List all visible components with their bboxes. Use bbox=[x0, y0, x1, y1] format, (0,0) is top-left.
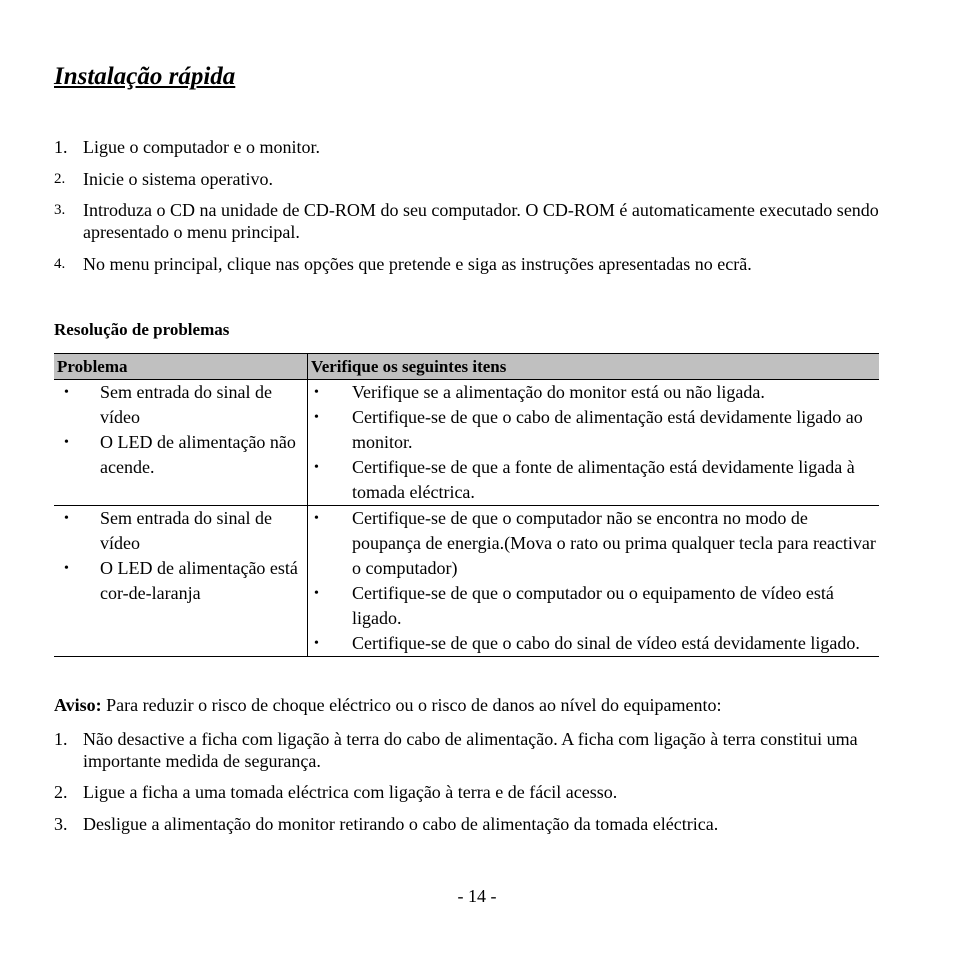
bullet-icon: • bbox=[314, 636, 319, 651]
check-cell bbox=[308, 380, 880, 506]
install-step bbox=[54, 168, 884, 190]
warning-text: Para reduzir o risco de choque eléctrico ou o risco de danos ao nível do equipamento: bbox=[106, 695, 722, 715]
warning-paragraph bbox=[54, 694, 721, 716]
list-item bbox=[308, 631, 879, 656]
bullet-icon: • bbox=[64, 385, 69, 400]
list-item bbox=[308, 455, 879, 505]
warning-item-text: Não desactive a ficha com ligação à terra do cabo de alimentação. A ficha com ligação à terra constitui uma importante medida de segurança. bbox=[83, 729, 858, 771]
list-item bbox=[54, 506, 307, 556]
list-item bbox=[308, 405, 879, 455]
check-text: Certifique-se de que a fonte de alimentação está devidamente ligada à tomada eléctrica. bbox=[352, 457, 855, 502]
problem-text: Sem entrada do sinal de vídeo bbox=[100, 382, 272, 427]
list-item bbox=[308, 581, 879, 631]
bullet-icon: • bbox=[64, 561, 69, 576]
step-number: 3. bbox=[54, 202, 66, 218]
install-step bbox=[54, 199, 884, 243]
warning-label: Aviso: bbox=[54, 695, 102, 715]
warning-item-number: 1. bbox=[54, 729, 68, 749]
step-number: 1. bbox=[54, 137, 68, 157]
check-text: Verifique se a alimentação do monitor está ou não ligada. bbox=[352, 382, 765, 402]
list-item bbox=[308, 506, 879, 581]
install-step bbox=[54, 136, 884, 158]
step-text: Inicie o sistema operativo. bbox=[83, 169, 273, 189]
page-title: Instalação rápida bbox=[54, 63, 236, 90]
warning-item bbox=[54, 813, 884, 835]
bullet-icon: • bbox=[314, 586, 319, 601]
warning-item-number: 3. bbox=[54, 814, 68, 834]
install-step bbox=[54, 253, 884, 275]
bullet-icon: • bbox=[314, 511, 319, 526]
step-text: No menu principal, clique nas opções que pretende e siga as instruções apresentadas no ecrã. bbox=[83, 254, 752, 274]
table-row bbox=[54, 506, 879, 657]
problem-cell bbox=[54, 506, 308, 657]
bullet-icon: • bbox=[314, 385, 319, 400]
table-header-row bbox=[54, 354, 879, 380]
step-number: 2. bbox=[54, 171, 66, 187]
troubleshooting-table bbox=[54, 353, 879, 657]
problem-cell bbox=[54, 380, 308, 506]
column-header-check: Verifique os seguintes itens bbox=[308, 354, 880, 380]
bullet-icon: • bbox=[314, 410, 319, 425]
check-text: Certifique-se de que o computador não se encontra no modo de poupança de energia.(Mova o rato ou prima qualquer tecla para reactivar o computador) bbox=[352, 508, 876, 578]
list-item bbox=[54, 556, 307, 606]
check-text: Certifique-se de que o cabo de alimentação está devidamente ligado ao monitor. bbox=[352, 407, 863, 452]
list-item bbox=[308, 380, 879, 405]
warning-item-text: Desligue a alimentação do monitor retirando o cabo de alimentação da tomada eléctrica. bbox=[83, 814, 719, 834]
column-header-problem: Problema bbox=[54, 354, 308, 380]
warning-item bbox=[54, 728, 884, 772]
warning-item bbox=[54, 781, 884, 803]
check-cell bbox=[308, 506, 880, 657]
warning-item-text: Ligue a ficha a uma tomada eléctrica com ligação à terra e de fácil acesso. bbox=[83, 782, 618, 802]
bullet-icon: • bbox=[64, 511, 69, 526]
problem-text: O LED de alimentação não acende. bbox=[100, 432, 296, 477]
list-item bbox=[54, 380, 307, 430]
check-text: Certifique-se de que o cabo do sinal de vídeo está devidamente ligado. bbox=[352, 633, 860, 653]
bullet-icon: • bbox=[314, 460, 319, 475]
warning-item-number: 2. bbox=[54, 782, 68, 802]
problem-text: O LED de alimentação está cor-de-laranja bbox=[100, 558, 298, 603]
table-row bbox=[54, 380, 879, 506]
check-text: Certifique-se de que o computador ou o equipamento de vídeo está ligado. bbox=[352, 583, 834, 628]
step-text: Introduza o CD na unidade de CD-ROM do seu computador. O CD-ROM é automaticamente executado sendo apresentado o menu principal. bbox=[83, 200, 879, 242]
list-item bbox=[54, 430, 307, 480]
troubleshooting-heading: Resolução de problemas bbox=[54, 320, 230, 339]
problem-text: Sem entrada do sinal de vídeo bbox=[100, 508, 272, 553]
bullet-icon: • bbox=[64, 435, 69, 450]
page-number: - 14 - bbox=[457, 886, 497, 906]
step-number: 4. bbox=[54, 256, 66, 272]
step-text: Ligue o computador e o monitor. bbox=[83, 137, 320, 157]
